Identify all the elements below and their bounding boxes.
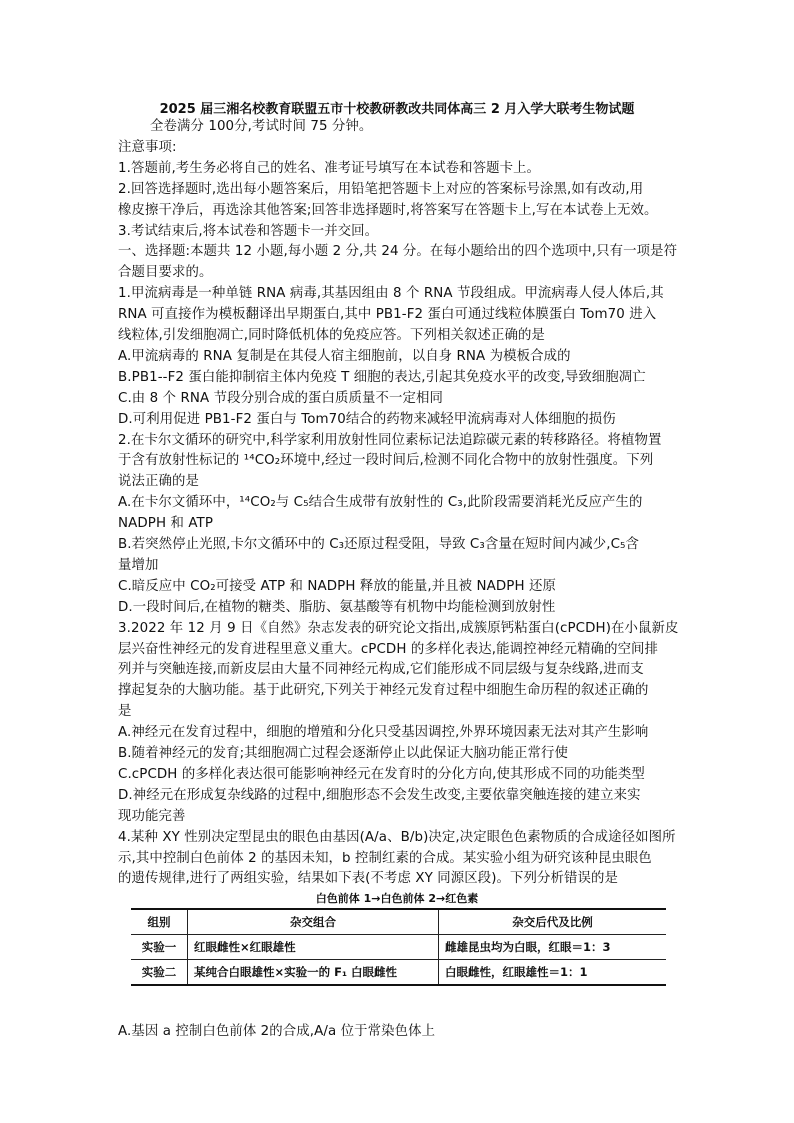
table-header-row (131, 909, 666, 935)
text-line: A.神经元在发育过程中，细胞的增殖和分化只受基因调控,外界环境因素无法对其产生影响 (118, 725, 649, 741)
text-line: D.可利用促进 PB1-F2 蛋白与 Tom70结合的药物来减轻甲流病毒对人体细胞的损伤 (118, 411, 616, 427)
text-line: C.由 8 个 RNA 节段分别合成的蛋白质质量不一定相同 (118, 390, 443, 406)
text-line: 3.2022 年 12 月 9 日《自然》杂志发表的研究论文指出,成簇原钙粘蛋白(cPCDH)在小鼠新皮 (118, 620, 679, 636)
text-line: 4.某种 XY 性别决定型昆虫的眼色由基因(A/a、B/b)决定,决定眼色色素物质的合成途径如图所 (118, 829, 676, 845)
text-line: 说法正确的是 (118, 474, 199, 490)
text-line: 2.在卡尔文循环的研究中,科学家利用放射性同位素标记法追踪碳元素的转移路径。将植物置 (118, 432, 662, 448)
text-line: 示,其中控制白色前体 2 的基因未知，b 控制红素的合成。某实验小组为研究该种昆虫眼色 (118, 850, 652, 866)
text-line: 是 (118, 704, 132, 720)
text-line: 2.回答选择题时,选出每小题答案后，用铅笔把答题卡上对应的答案标号涂黑,如有改动,用 (118, 181, 644, 197)
text-line: 一、选择题:本题共 12 小题,每小题 2 分,共 24 分。在每小题给出的四个选项中,只有一项是符 (118, 244, 678, 260)
text-line: A.基因 a 控制白色前体 2的合成,A/a 位于常染色体上 (118, 1024, 436, 1039)
text-line: D.一段时间后,在植物的糖类、脂肪、氨基酸等有机物中均能检测到放射性 (118, 599, 556, 615)
text-line: 1.甲流病毒是一种单链 RNA 病毒,其基因组由 8 个 RNA 节段组成。甲流病毒人侵人体后,其 (118, 286, 664, 302)
text-line: 1.答题前,考生务必将自己的姓名、准考证号填写在本试卷和答题卡上。 (118, 160, 541, 176)
text-line: 撑起复杂的大脑功能。基于此研究,下列关于神经元发育过程中细胞生命历程的叙述正确的 (118, 683, 649, 699)
text-line: A.甲流病毒的 RNA 复制是在其侵人宿主细胞前，以自身 RNA 为模板合成的 (118, 348, 571, 364)
text-line: B.PB1--F2 蛋白能抑制宿主体内免疫 T 细胞的表达,引起其免疫水平的改变,导致细胞凋亡 (118, 369, 646, 385)
text-line: 的遗传规律,进行了两组实验，结果如下表(不考虑 XY 同源区段)。下列分析错误的是 (118, 871, 618, 887)
text-line: 层兴奋性神经元的发育进程里意义重大。cPCDH 的多样化表达,能调控神经元精确的空间排 (118, 641, 659, 657)
text-line: C.暗反应中 CO₂可接受 ATP 和 NADPH 释放的能量,并且被 NADPH 还原 (118, 578, 556, 594)
table-header: 杂交组合 (188, 909, 439, 935)
text-line: 线粒体,引发细胞凋亡,同时降低机体的免疫应答。下列相关叙述正确的是 (118, 328, 545, 343)
table-cell: 某纯合白眼雄性×实验一的 F₁ 白眼雌性 (188, 960, 439, 986)
text-line: 现功能完善 (118, 808, 186, 824)
text-line: 注意事项: (118, 139, 177, 155)
table-header: 组别 (131, 909, 188, 935)
text-line: 列并与突触连接,而新皮层由大量不同神经元构成,它们能形成不同层级与复杂线路,进而支 (118, 662, 644, 678)
text-line: 3.考试结束后,将本试卷和答题卡一并交回。 (118, 223, 379, 239)
text-line: A.在卡尔文循环中，¹⁴CO₂与 C₅结合生成带有放射性的 C₃,此阶段需要消耗光反应产生的 (118, 495, 643, 511)
text-line: 量增加 (118, 557, 159, 573)
text-line: 全卷满分 100分,考试时间 75 分钟。 (150, 119, 373, 134)
text-line: NADPH 和 ATP (118, 516, 214, 532)
page-title: 2025 届三湘名校教育联盟五市十校教研教改共同体高三 2 月入学大联考生物试题 (159, 102, 635, 117)
text-line: 于含有放射性标记的 ¹⁴CO₂环境中,经过一段时间后,检测不同化合物中的放射性强度。下列 (118, 453, 654, 469)
table-cell: 雌雄昆虫均为白眼，红眼＝1：3 (439, 935, 667, 960)
table-cell: 白眼雌性，红眼雄性＝1：1 (439, 960, 667, 986)
text-line: 合题目要求的。 (118, 265, 213, 281)
table-header: 杂交后代及比例 (439, 909, 667, 935)
text-line: C.cPCDH 的多样化表达很可能影响神经元在发育时的分化方向,使其形成不同的功能类型 (118, 766, 645, 782)
text-line: 橡皮擦干净后，再选涂其他答案;回答非选择题时,将答案写在答题卡上,写在本试卷上无效。 (118, 202, 658, 218)
table-row (131, 960, 666, 986)
text-line: B.随着神经元的发育;其细胞凋亡过程会逐渐停止以此保证大脑功能正常行使 (118, 746, 568, 761)
text-line: RNA 可直接作为模板翻译出早期蛋白,其中 PB1-F2 蛋白可通过线粒体膜蛋白 Tom70 进入 (118, 307, 657, 323)
text-line: D.神经元在形成复杂线路的过程中,细胞形态不会发生改变,主要依靠突触连接的建立来实 (118, 787, 641, 803)
pathway-diagram: 白色前体 1→白色前体 2→红色素 (315, 892, 479, 905)
table-cell: 红眼雌性×红眼雄性 (188, 935, 439, 960)
table-cell: 实验一 (131, 935, 188, 960)
result-table (131, 908, 666, 986)
table-row (131, 935, 666, 960)
table-cell: 实验二 (131, 960, 188, 986)
text-line: B.若突然停止光照,卡尔文循环中的 C₃还原过程受阻，导致 C₃含量在短时间内减少,C₅含 (118, 537, 640, 552)
